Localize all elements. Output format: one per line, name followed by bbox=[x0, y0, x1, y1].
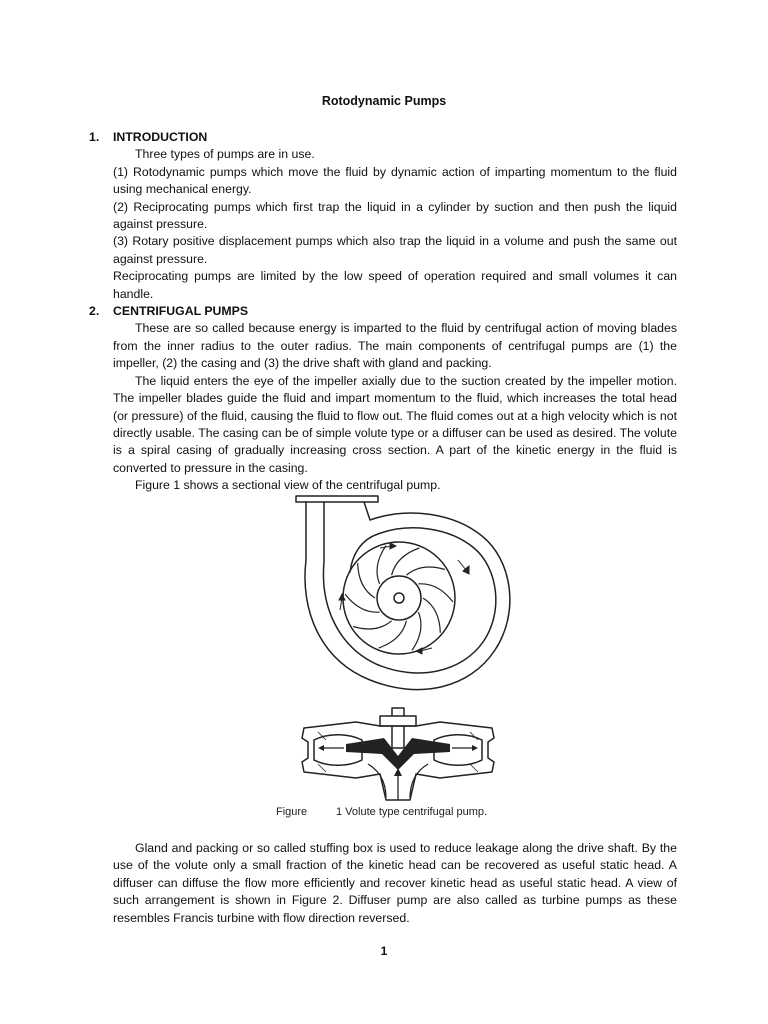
impeller-blade bbox=[423, 598, 440, 633]
section-heading-centrifugal-pumps bbox=[89, 303, 677, 320]
section-hatching bbox=[318, 732, 478, 772]
impeller-blade bbox=[418, 584, 453, 602]
section-heading-introduction bbox=[89, 129, 677, 146]
impeller-blade bbox=[345, 594, 380, 612]
page-number: 1 bbox=[380, 944, 388, 958]
impeller-blade bbox=[412, 612, 421, 650]
figure-caption bbox=[276, 806, 487, 818]
paragraph: Figure 1 shows a sectional view of the centrifugal pump. bbox=[135, 478, 441, 493]
paragraph: Three types of pumps are in use. bbox=[135, 147, 315, 162]
impeller-blade bbox=[392, 548, 420, 575]
impeller-blade bbox=[377, 546, 386, 584]
body-text-bottom bbox=[113, 840, 677, 927]
impeller-blade bbox=[379, 621, 407, 648]
inlet-arrow-heads bbox=[318, 745, 478, 776]
paragraph: The liquid enters the eye of the impeller axially due to the suction created by the impeller motion. The impeller blades guide the fluid and impart momentum to the fluid, which increases the total head (or pressure) of the fluid, causing the fluid to flow out. The fluid comes out at a high velocity which is not directly usable. The casing can be of simple volute type or a diffuser can be used as desired. The volute is a spiral casing of gradually increasing cross section. A part of the kinetic energy in the fluid is converted to pressure in the casing. bbox=[113, 373, 677, 475]
volute-casing-outer bbox=[305, 502, 510, 690]
impeller-blades bbox=[345, 546, 453, 651]
impeller-blade bbox=[406, 567, 444, 575]
section-number: 2. bbox=[89, 304, 100, 319]
paragraph: (2) Reciprocating pumps which first trap the liquid in a cylinder by suction and then push the liquid against pressure. bbox=[113, 199, 677, 232]
impeller-eye bbox=[377, 576, 421, 620]
paragraph: (1) Rotodynamic pumps which move the fluid by dynamic action of imparting momentum to the fluid using mechanical energy. bbox=[113, 164, 677, 197]
flow-arrows bbox=[339, 543, 469, 654]
page-title: Rotodynamic Pumps bbox=[321, 94, 447, 108]
inlet-arrows bbox=[322, 748, 474, 800]
impeller-blade bbox=[353, 621, 391, 629]
caption-label: Figure bbox=[276, 806, 308, 818]
discharge-flange bbox=[296, 496, 378, 502]
impeller-hub bbox=[394, 593, 404, 603]
volute-casing-inner bbox=[323, 502, 495, 673]
impeller-blade bbox=[358, 563, 375, 598]
impeller-section bbox=[346, 738, 450, 770]
paragraph: Gland and packing or so called stuffing box is used to reduce leakage along the drive shaft. By the use of the volute only a small fraction of the kinetic head can be recovered as useful static head. A diffuser can diffuse the flow more efficiently and recover kinetic head as useful static head. A view of such arrangement is shown in Figure 2. Diffuser pump are also called as turbine pumps as these resembles Francis turbine with flow direction reversed. bbox=[113, 841, 677, 925]
body-text-top bbox=[89, 129, 677, 495]
section-title: INTRODUCTION bbox=[113, 130, 208, 144]
drive-shaft bbox=[392, 708, 404, 748]
paragraph: These are so called because energy is imparted to the fluid by centrifugal action of moving blades from the inner radius to the outer radius. The main components of centrifugal pumps are (1) the impeller, (2) the casing and (3) the drive shaft with gland and packing. bbox=[113, 321, 677, 371]
impeller-outer-ring bbox=[343, 542, 455, 654]
section-title: CENTRIFUGAL PUMPS bbox=[113, 304, 249, 319]
pump-section-view bbox=[302, 708, 494, 800]
paragraph: (3) Rotary positive displacement pumps which also trap the liquid in a volume and push the same out against pressure. bbox=[113, 234, 677, 266]
section-number: 1. bbox=[89, 130, 100, 144]
paragraph: Reciprocating pumps are limited by the low speed of operation required and small volumes it can handle. bbox=[113, 269, 677, 301]
caption-text: 1 Volute type centrifugal pump. bbox=[336, 806, 488, 818]
